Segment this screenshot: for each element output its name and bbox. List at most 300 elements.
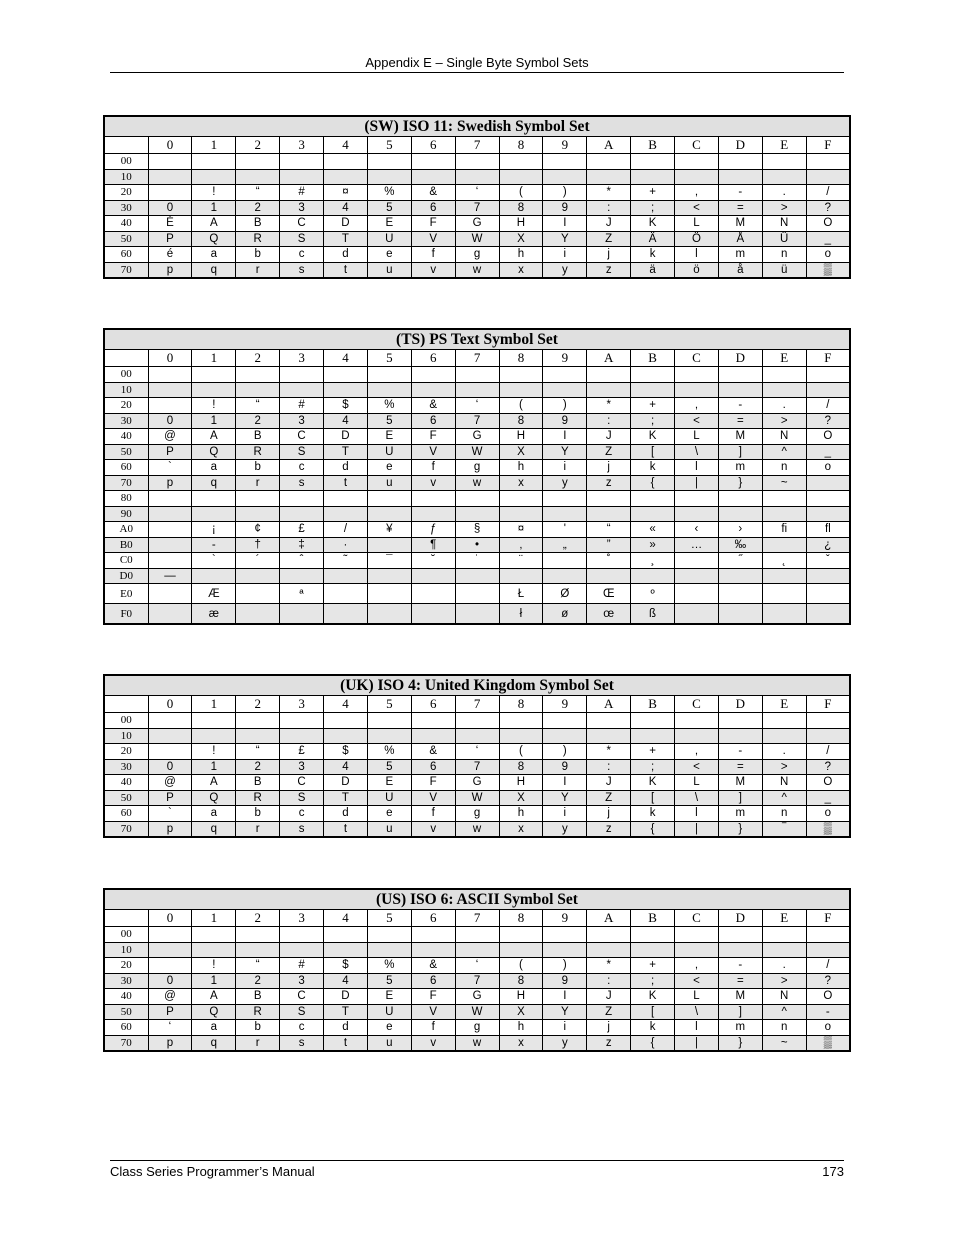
symbol-cell (367, 713, 411, 729)
symbol-cell (280, 506, 324, 522)
symbol-cell: + (631, 958, 675, 974)
symbol-cell: ¸ (631, 553, 675, 569)
symbol-cell: h (499, 1020, 543, 1036)
symbol-cell: J (587, 429, 631, 445)
symbol-cell (148, 491, 192, 507)
symbol-cell (411, 506, 455, 522)
symbol-cell: 4 (324, 200, 368, 216)
symbol-cell: m (718, 247, 762, 263)
symbol-cell: Z (587, 1004, 631, 1020)
symbol-cell (675, 728, 719, 744)
row-header: 20 (104, 398, 148, 414)
symbol-cell (192, 154, 236, 170)
symbol-cell: 1 (192, 413, 236, 429)
row-header: 00 (104, 713, 148, 729)
symbol-cell: + (631, 185, 675, 201)
symbol-cell: q (192, 475, 236, 491)
symbol-cell: Z (587, 790, 631, 806)
symbol-cell: g (455, 247, 499, 263)
symbol-cell: ¤ (324, 185, 368, 201)
symbol-cell: 9 (543, 973, 587, 989)
symbol-cell (631, 568, 675, 584)
column-header: 4 (324, 350, 368, 367)
symbol-cell: é (148, 247, 192, 263)
symbol-cell: ( (499, 185, 543, 201)
symbol-cell: P (148, 444, 192, 460)
symbol-cell: m (718, 1020, 762, 1036)
symbol-cell (324, 927, 368, 943)
symbol-cell: - (806, 1004, 850, 1020)
symbol-cell: 1 (192, 200, 236, 216)
symbol-cell (411, 382, 455, 398)
row-header: 90 (104, 506, 148, 522)
column-header: 5 (367, 137, 411, 154)
symbol-cell: 5 (367, 759, 411, 775)
symbol-cell: z (587, 262, 631, 278)
symbol-cell: ¡ (192, 522, 236, 538)
symbol-cell (543, 169, 587, 185)
symbol-cell: Y (543, 1004, 587, 1020)
symbol-cell (455, 713, 499, 729)
symbol-cell: Y (543, 790, 587, 806)
symbol-cell: s (280, 1035, 324, 1051)
symbol-cell: S (280, 231, 324, 247)
symbol-cell: ¥ (367, 522, 411, 538)
symbol-cell: _ (806, 444, 850, 460)
symbol-cell (762, 154, 806, 170)
symbol-cell (236, 927, 280, 943)
symbol-cell (587, 382, 631, 398)
symbol-cell: 6 (411, 759, 455, 775)
symbol-cell: , (675, 744, 719, 760)
symbol-cell (543, 154, 587, 170)
row-header: 40 (104, 775, 148, 791)
symbol-cell (148, 154, 192, 170)
symbol-cell: R (236, 231, 280, 247)
symbol-cell: P (148, 790, 192, 806)
symbol-cell: ü (762, 262, 806, 278)
symbol-cell: o (806, 1020, 850, 1036)
row-header: 20 (104, 185, 148, 201)
symbol-cell: ˘ (411, 553, 455, 569)
symbol-cell: 5 (367, 200, 411, 216)
symbol-cell: W (455, 444, 499, 460)
symbol-cell: _ (806, 231, 850, 247)
symbol-cell (806, 154, 850, 170)
symbol-cell: d (324, 247, 368, 263)
symbol-cell: t (324, 475, 368, 491)
symbol-cell (236, 154, 280, 170)
column-header: B (631, 910, 675, 927)
symbol-cell: R (236, 444, 280, 460)
symbol-cell (280, 568, 324, 584)
symbol-cell: 2 (236, 413, 280, 429)
symbol-cell: 0 (148, 973, 192, 989)
symbol-cell: ¨ (499, 553, 543, 569)
symbol-cell: p (148, 821, 192, 837)
symbol-cell: I (543, 216, 587, 232)
column-header: 8 (499, 350, 543, 367)
symbol-cell: ~ (762, 475, 806, 491)
symbol-cell: l (675, 806, 719, 822)
row-header: 30 (104, 759, 148, 775)
symbol-cell: ‘ (148, 1020, 192, 1036)
symbol-cell: 7 (455, 200, 499, 216)
column-header-row (104, 696, 850, 713)
symbol-cell: c (280, 247, 324, 263)
symbol-cell: M (718, 989, 762, 1005)
symbol-cell (280, 382, 324, 398)
row-header: 00 (104, 367, 148, 383)
symbol-cell (806, 728, 850, 744)
symbol-cell: o (806, 247, 850, 263)
symbol-cell: 0 (148, 413, 192, 429)
symbol-cell (499, 942, 543, 958)
symbol-cell: ! (192, 958, 236, 974)
symbol-cell: > (762, 759, 806, 775)
symbol-cell (543, 728, 587, 744)
symbol-cell (280, 942, 324, 958)
symbol-cell (762, 568, 806, 584)
symbol-cell: q (192, 821, 236, 837)
column-header: E (762, 350, 806, 367)
symbol-cell (675, 713, 719, 729)
symbol-cell (762, 927, 806, 943)
symbol-cell: C (280, 429, 324, 445)
row-header: D0 (104, 568, 148, 584)
symbol-cell: 2 (236, 973, 280, 989)
symbol-cell: G (455, 429, 499, 445)
symbol-cell: ˝ (718, 553, 762, 569)
column-header: 9 (543, 350, 587, 367)
symbol-cell (280, 367, 324, 383)
symbol-cell: i (543, 247, 587, 263)
symbol-cell: b (236, 247, 280, 263)
symbol-cell (718, 927, 762, 943)
symbol-cell: u (367, 821, 411, 837)
symbol-cell: D (324, 216, 368, 232)
symbol-cell: Ü (762, 231, 806, 247)
symbol-cell: O (806, 429, 850, 445)
symbol-cell: … (675, 537, 719, 553)
symbol-cell: H (499, 216, 543, 232)
symbol-cell (148, 604, 192, 625)
symbol-cell: q (192, 1035, 236, 1051)
symbol-cell: 3 (280, 973, 324, 989)
symbol-cell (236, 367, 280, 383)
symbol-cell (543, 927, 587, 943)
symbol-cell: t (324, 1035, 368, 1051)
symbol-cell: / (324, 522, 368, 538)
row-header: 40 (104, 429, 148, 445)
symbol-cell: & (411, 398, 455, 414)
symbol-cell (148, 728, 192, 744)
symbol-cell (762, 367, 806, 383)
symbol-cell (718, 942, 762, 958)
table-row (104, 429, 850, 445)
symbol-cell: B (236, 989, 280, 1005)
symbol-cell: L (675, 989, 719, 1005)
symbol-cell: / (806, 185, 850, 201)
symbol-cell: * (587, 398, 631, 414)
symbol-cell: M (718, 429, 762, 445)
symbol-cell: j (587, 806, 631, 822)
symbol-cell: j (587, 460, 631, 476)
column-header: 3 (280, 910, 324, 927)
symbol-cell: x (499, 262, 543, 278)
symbol-cell: / (806, 398, 850, 414)
symbol-cell: > (762, 200, 806, 216)
symbol-cell (324, 568, 368, 584)
symbol-cell: A (192, 429, 236, 445)
symbol-cell: G (455, 989, 499, 1005)
symbol-cell: Q (192, 444, 236, 460)
symbol-cell (718, 491, 762, 507)
symbol-cell (236, 491, 280, 507)
symbol-cell (718, 728, 762, 744)
symbol-cell: : (587, 973, 631, 989)
symbol-cell (367, 491, 411, 507)
symbol-cell: e (367, 806, 411, 822)
symbol-cell: a (192, 806, 236, 822)
symbol-cell: “ (236, 185, 280, 201)
symbol-cell: M (718, 775, 762, 791)
symbol-cell: % (367, 958, 411, 974)
column-header: D (718, 350, 762, 367)
symbol-cell: W (455, 231, 499, 247)
symbol-cell: 6 (411, 200, 455, 216)
symbol-cell: I (543, 775, 587, 791)
symbol-cell (675, 927, 719, 943)
symbol-cell: U (367, 790, 411, 806)
symbol-cell: É (148, 216, 192, 232)
symbol-cell: y (543, 475, 587, 491)
symbol-cell (324, 154, 368, 170)
symbol-cell: j (587, 1020, 631, 1036)
column-header: 1 (192, 696, 236, 713)
symbol-cell (324, 604, 368, 625)
symbol-cell: R (236, 1004, 280, 1020)
symbol-cell: Q (192, 1004, 236, 1020)
symbol-cell: > (762, 973, 806, 989)
symbol-cell (148, 382, 192, 398)
ps-text-symbol-set-table (103, 328, 851, 625)
symbol-cell: º (631, 584, 675, 604)
symbol-cell: ˚ (587, 553, 631, 569)
table-row (104, 942, 850, 958)
symbol-cell: F (411, 989, 455, 1005)
symbol-cell (324, 506, 368, 522)
symbol-cell: V (411, 790, 455, 806)
column-header: 5 (367, 910, 411, 927)
symbol-cell: } (718, 821, 762, 837)
symbol-cell: = (718, 413, 762, 429)
symbol-cell: ; (631, 413, 675, 429)
symbol-cell: 9 (543, 413, 587, 429)
symbol-cell (631, 713, 675, 729)
symbol-cell: O (806, 989, 850, 1005)
symbol-cell (455, 382, 499, 398)
symbol-cell (806, 475, 850, 491)
symbol-cell (718, 604, 762, 625)
symbol-cell (324, 169, 368, 185)
symbol-cell: [ (631, 1004, 675, 1020)
symbol-cell: ﬁ (762, 522, 806, 538)
symbol-cell (762, 728, 806, 744)
symbol-cell: L (675, 429, 719, 445)
symbol-cell: _ (806, 790, 850, 806)
column-header: E (762, 696, 806, 713)
symbol-cell: * (587, 185, 631, 201)
column-header: 4 (324, 137, 368, 154)
table-title: (UK) ISO 4: United Kingdom Symbol Set (104, 675, 850, 696)
symbol-cell (148, 537, 192, 553)
symbol-cell: ) (543, 958, 587, 974)
symbol-cell: x (499, 1035, 543, 1051)
symbol-cell: x (499, 821, 543, 837)
column-header: 7 (455, 350, 499, 367)
symbol-cell: l (675, 460, 719, 476)
table-row (104, 475, 850, 491)
symbol-cell: # (280, 185, 324, 201)
symbol-cell: H (499, 429, 543, 445)
swedish-symbol-set-table (103, 115, 851, 279)
symbol-cell (675, 604, 719, 625)
symbol-cell: s (280, 475, 324, 491)
symbol-cell: ¯ (367, 553, 411, 569)
symbol-cell (367, 728, 411, 744)
symbol-cell: q (192, 262, 236, 278)
symbol-cell: < (675, 759, 719, 775)
symbol-cell: v (411, 475, 455, 491)
symbol-cell (367, 367, 411, 383)
symbol-cell: ` (148, 806, 192, 822)
symbol-cell: ‘ (455, 185, 499, 201)
row-header: C0 (104, 553, 148, 569)
symbol-cell: ▒ (806, 821, 850, 837)
symbol-cell: ” (587, 537, 631, 553)
symbol-cell: Ł (499, 584, 543, 604)
symbol-cell (543, 553, 587, 569)
symbol-cell: F (411, 775, 455, 791)
symbol-cell: u (367, 1035, 411, 1051)
symbol-cell: K (631, 216, 675, 232)
symbol-cell: ‰ (718, 537, 762, 553)
column-header: 1 (192, 137, 236, 154)
symbol-cell (543, 713, 587, 729)
symbol-cell: \ (675, 1004, 719, 1020)
symbol-cell: M (718, 216, 762, 232)
symbol-cell: S (280, 444, 324, 460)
symbol-cell: - (718, 398, 762, 414)
symbol-cell (587, 154, 631, 170)
symbol-cell (411, 568, 455, 584)
symbol-cell (631, 491, 675, 507)
symbol-cell (587, 942, 631, 958)
symbol-cell: D (324, 775, 368, 791)
ascii-symbol-set-table (103, 888, 851, 1052)
symbol-cell: - (192, 537, 236, 553)
table-title: (SW) ISO 11: Swedish Symbol Set (104, 116, 850, 137)
symbol-cell (499, 491, 543, 507)
symbol-cell: @ (148, 429, 192, 445)
symbol-cell: , (675, 958, 719, 974)
symbol-cell: a (192, 460, 236, 476)
symbol-cell: @ (148, 775, 192, 791)
symbol-cell: O (806, 216, 850, 232)
symbol-cell: . (762, 958, 806, 974)
column-header: 3 (280, 350, 324, 367)
symbol-cell (367, 537, 411, 553)
symbol-cell: ^ (762, 1004, 806, 1020)
symbol-cell: z (587, 1035, 631, 1051)
symbol-cell (631, 942, 675, 958)
symbol-cell (499, 367, 543, 383)
symbol-cell: ^ (762, 444, 806, 460)
symbol-cell (148, 398, 192, 414)
symbol-cell (631, 506, 675, 522)
symbol-cell: p (148, 1035, 192, 1051)
column-header: A (587, 350, 631, 367)
symbol-cell (675, 584, 719, 604)
table-row (104, 367, 850, 383)
row-header: 70 (104, 475, 148, 491)
symbol-cell (631, 154, 675, 170)
symbol-cell: 9 (543, 200, 587, 216)
table-row (104, 382, 850, 398)
symbol-cell (236, 942, 280, 958)
symbol-cell (587, 568, 631, 584)
symbol-cell: ` (192, 553, 236, 569)
symbol-cell: w (455, 475, 499, 491)
symbol-cell: | (675, 821, 719, 837)
symbol-cell: ? (806, 759, 850, 775)
symbol-cell (148, 506, 192, 522)
symbol-cell: O (806, 775, 850, 791)
symbol-cell: £ (280, 744, 324, 760)
symbol-cell: < (675, 200, 719, 216)
symbol-cell (762, 537, 806, 553)
column-header: C (675, 910, 719, 927)
symbol-cell: H (499, 989, 543, 1005)
symbol-cell (236, 604, 280, 625)
symbol-cell: g (455, 1020, 499, 1036)
column-header: 6 (411, 350, 455, 367)
symbol-cell (236, 382, 280, 398)
symbol-cell: 8 (499, 759, 543, 775)
symbol-cell: æ (192, 604, 236, 625)
symbol-cell (499, 568, 543, 584)
column-header: 3 (280, 696, 324, 713)
symbol-cell (455, 506, 499, 522)
column-header: C (675, 696, 719, 713)
symbol-cell (367, 942, 411, 958)
table-row (104, 216, 850, 232)
symbol-cell: g (455, 460, 499, 476)
symbol-cell: C (280, 216, 324, 232)
symbol-cell: 0 (148, 200, 192, 216)
column-header: 6 (411, 910, 455, 927)
column-header: 0 (148, 137, 192, 154)
row-header: 50 (104, 790, 148, 806)
column-header-row (104, 350, 850, 367)
symbol-cell: Æ (192, 584, 236, 604)
symbol-cell: o (806, 460, 850, 476)
table-row (104, 247, 850, 263)
symbol-cell: ! (192, 398, 236, 414)
symbol-cell (543, 367, 587, 383)
symbol-cell: œ (587, 604, 631, 625)
